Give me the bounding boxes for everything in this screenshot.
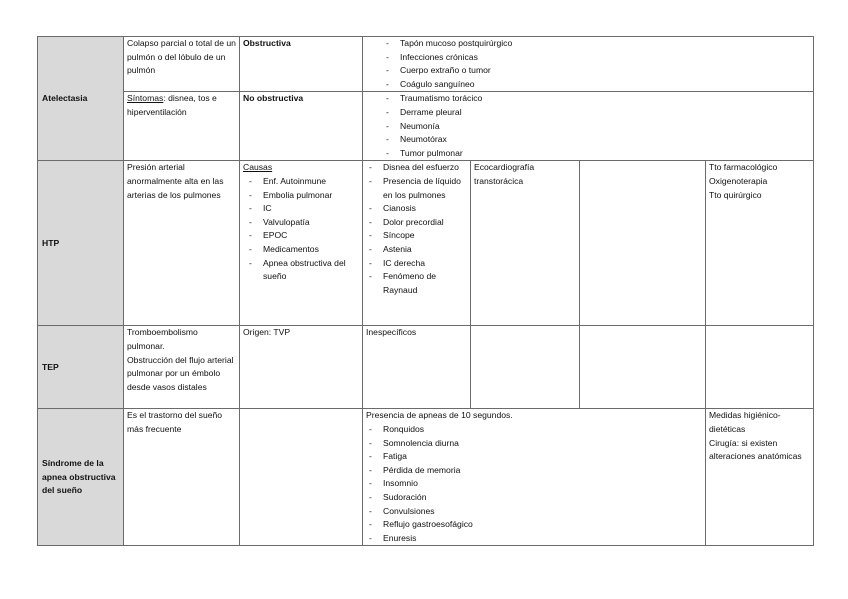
tep-definition [124,326,240,409]
tep-definition-2: Obstrucción del flujo arterial pulmonar por un émbolo desde vasos distales [127,354,234,392]
list-item: - Traumatismo torácico [366,92,810,106]
list-item: - Embolia pulmonar [243,189,359,203]
atelectasia-obstructiva-label: Obstructiva [240,37,363,92]
tep-empty-cell [580,326,706,409]
list-item: - Tumor pulmonar [366,147,810,161]
htp-tratamiento-3: Tto quirúrgico [709,189,762,200]
list-item: - Valvulopatía [243,216,359,230]
list-item: - Neumotórax [366,133,810,147]
saos-definition: Es el trastorno del sueño más frecuente [124,409,240,546]
list-item: - Pérdida de memoria [366,464,702,478]
atelectasia-no-obstructiva-label: No obstructiva [240,92,363,161]
saos-sintomas-intro: Presencia de apneas de 10 segundos. [366,410,513,421]
htp-tratamiento-1: Tto farmacológico [709,162,778,173]
list-item: - EPOC [243,229,359,243]
htp-sintomas [363,161,471,326]
list-item: - Reflujo gastroesofágico [366,518,702,532]
row-heading-htp: HTP [38,161,124,326]
htp-definition: Presión arterial anormalmente alta en las arterias de los pulmones [124,161,240,326]
row-atelectasia-2 [38,92,814,161]
htp-tratamiento [706,161,814,326]
row-saos [38,409,814,546]
saos-tratamiento-1: Medidas higiénico-dietéticas [709,410,781,434]
list-item: - Presencia de líquido en los pulmones [366,175,467,202]
tep-origen: Origen: TVP [240,326,363,409]
atelectasia-obstructiva-causes [363,37,814,92]
list-item: - Infecciones crónicas [366,51,810,65]
list-item: - Cianosis [366,202,467,216]
row-atelectasia [38,37,814,92]
list-item: - Cuerpo extraño o tumor [366,64,810,78]
atelectasia-sintomas [124,92,240,161]
list-item: - Enf. Autoinmune [243,175,359,189]
atelectasia-definition [124,37,240,92]
htp-causas-label: Causas [243,162,273,173]
list-item: - Fatiga [366,450,702,464]
row-heading-tep: TEP [38,326,124,409]
row-heading-atelectasia: Atelectasia [38,37,124,161]
list-item: - Insomnio [366,477,702,491]
list-item: - Enuresis [366,532,702,546]
list-item: - Ronquidos [366,423,702,437]
tep-empty-cell [471,326,580,409]
atelectasia-no-obstructiva-causes [363,92,814,161]
htp-tratamiento-2: Oxigenoterapia [709,175,768,186]
list-item: - Coágulo sanguíneo [366,78,810,92]
list-item: - Tapón mucoso postquirúrgico [366,37,810,51]
tep-sintomas: Inespecíficos [363,326,471,409]
list-item: - Apnea obstructiva del sueño [243,257,359,284]
atelectasia-definition-text: Colapso parcial o total de un pulmón o del lóbulo de un pulmón [127,38,236,76]
list-item: - Disnea del esfuerzo [366,161,467,175]
htp-empty-cell [580,161,706,326]
htp-diagnostico: Ecocardiografía transtorácica [471,161,580,326]
disease-table [37,36,814,546]
list-item: - Síncope [366,229,467,243]
list-item: - Sudoración [366,491,702,505]
tep-definition-1: Tromboembolismo pulmonar. [127,327,198,351]
htp-causas [240,161,363,326]
list-item: - Neumonía [366,120,810,134]
list-item: - IC [243,202,359,216]
saos-tratamiento [706,409,814,546]
list-item: - Convulsiones [366,505,702,519]
saos-sintomas [363,409,706,546]
list-item: - IC derecha [366,257,467,271]
row-htp [38,161,814,326]
tep-empty-cell [706,326,814,409]
atelectasia-sintomas-text: : disnea, tos e hiperventilación [127,93,217,117]
list-item: - Somnolencia diurna [366,437,702,451]
atelectasia-sintomas-label: Síntomas [127,93,164,104]
saos-empty-cell [240,409,363,546]
saos-tratamiento-2: Cirugía: si existen alteraciones anatómicas [709,437,802,462]
list-item: - Medicamentos [243,243,359,257]
row-heading-saos: Síndrome de la apnea obstructiva del sueño [38,409,124,546]
list-item: - Fenómeno de Raynaud [366,270,467,297]
row-tep [38,326,814,409]
list-item: - Dolor precordial [366,216,467,230]
list-item: - Derrame pleural [366,106,810,120]
list-item: - Astenia [366,243,467,257]
